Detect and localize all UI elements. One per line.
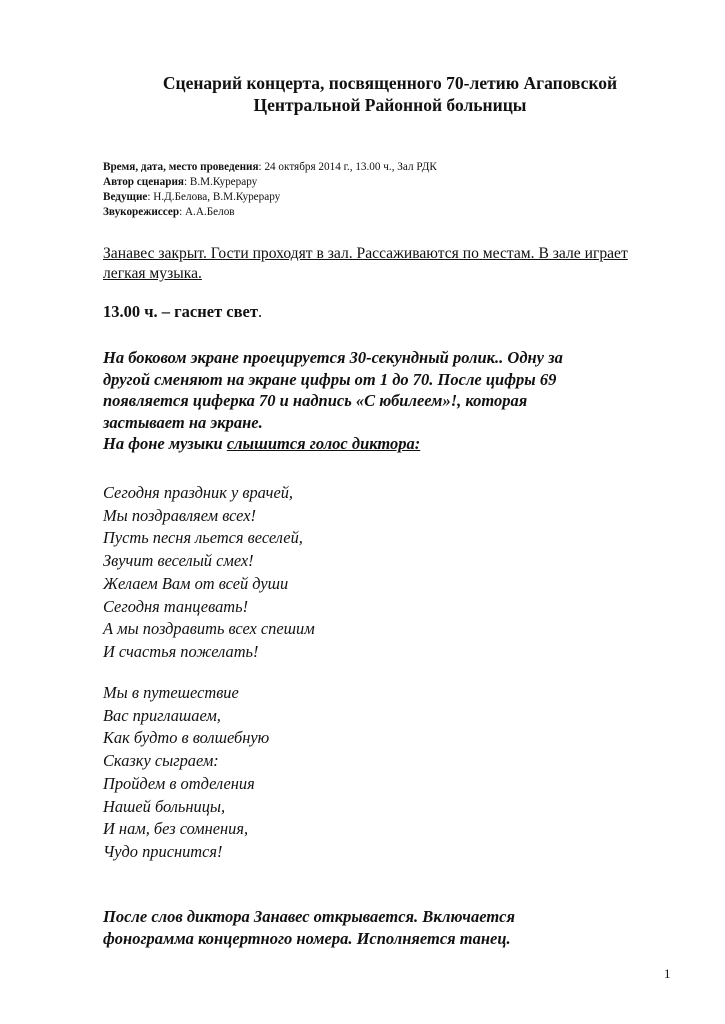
hosts-value: : Н.Д.Белова, В.М.Курерару bbox=[147, 191, 281, 203]
page-number: 1 bbox=[664, 966, 671, 981]
event-time-label: Время, дата, место проведения bbox=[103, 161, 259, 173]
poem-line: Пусть песня льется веселей, bbox=[103, 528, 303, 548]
poem-line: Мы поздравляем всех! bbox=[103, 505, 256, 525]
stage-line-2: другой сменяют на экране цифры от 1 до 70. После цифры 69 bbox=[103, 369, 557, 389]
poem-line: Сказку сыграем: bbox=[103, 751, 219, 771]
final-line-1: После слов диктора Занавес открывается. Включается bbox=[103, 907, 515, 926]
stage-line-3: появляется циферка 70 и надпись «С юбилеем»!, которая bbox=[103, 391, 528, 410]
poem-line: Сегодня праздник у врачей, bbox=[103, 483, 294, 502]
final-line-2: фонограмма концертного номера. Исполняется танец. bbox=[103, 928, 511, 948]
sound-engineer-value: : А.А.Белов bbox=[179, 206, 235, 218]
document-title bbox=[100, 72, 680, 116]
poem-line: А мы поздравить всех спешим bbox=[103, 619, 315, 639]
poem-line: Звучит веселый смех! bbox=[103, 551, 254, 571]
poem-line: Желаем Вам от всей души bbox=[103, 573, 289, 593]
poem-line: Чудо приснится! bbox=[103, 841, 223, 861]
stage-line-5 bbox=[103, 433, 643, 455]
hosts-row bbox=[103, 190, 437, 205]
sound-engineer-label: Звукорежиссер bbox=[103, 206, 180, 218]
poem-line: И нам, без сомнения, bbox=[103, 819, 249, 839]
author-label: Автор сценария bbox=[103, 176, 184, 188]
stage-line-5-prefix: На фоне музыки bbox=[103, 434, 227, 453]
sound-engineer-row bbox=[103, 205, 437, 220]
lights-out-text: 13.00 ч. – гаснет свет bbox=[103, 302, 258, 321]
author-value: : В.М.Курерару bbox=[183, 176, 258, 188]
poem-line: Пройдем в отделения bbox=[103, 773, 255, 793]
stage-directions bbox=[103, 347, 643, 455]
stage-line-4: застывает на экране. bbox=[103, 412, 263, 432]
poem-line: Мы в путешествие bbox=[103, 683, 239, 702]
lights-out-period: . bbox=[257, 302, 263, 321]
event-time-value: : 24 октября 2014 г., 13.00 ч., Зал РДК bbox=[258, 161, 437, 173]
final-stage-direction bbox=[103, 906, 648, 949]
announcer-voice-underlined: слышится голос диктора: bbox=[226, 434, 421, 453]
stage-line-1: На боковом экране проецируется 30-секундный ролик.. Одну за bbox=[103, 348, 563, 367]
author-row bbox=[103, 175, 437, 190]
intro-paragraph bbox=[103, 244, 648, 284]
event-details bbox=[103, 160, 437, 220]
lights-out-line bbox=[103, 302, 262, 322]
poem-line: Как будто в волшебную bbox=[103, 728, 270, 748]
poem-stanza-1 bbox=[103, 482, 315, 664]
poem-line: Нашей больницы, bbox=[103, 796, 226, 816]
poem-line: И счастья пожелать! bbox=[103, 641, 259, 661]
poem-line: Вас приглашаем, bbox=[103, 705, 221, 725]
intro-text: Занавес закрыт. Гости проходят в зал. Рассаживаются по местам. В зале играет легкая музыка. bbox=[103, 245, 628, 282]
title-line-1: Сценарий концерта, посвященного 70-летию Агаповской bbox=[162, 73, 618, 93]
poem-stanza-2 bbox=[103, 682, 269, 864]
title-line-2: Центральной Районной больницы bbox=[253, 95, 527, 115]
poem-line: Сегодня танцевать! bbox=[103, 596, 249, 616]
hosts-label: Ведущие bbox=[103, 191, 148, 203]
event-time-row bbox=[103, 160, 437, 175]
